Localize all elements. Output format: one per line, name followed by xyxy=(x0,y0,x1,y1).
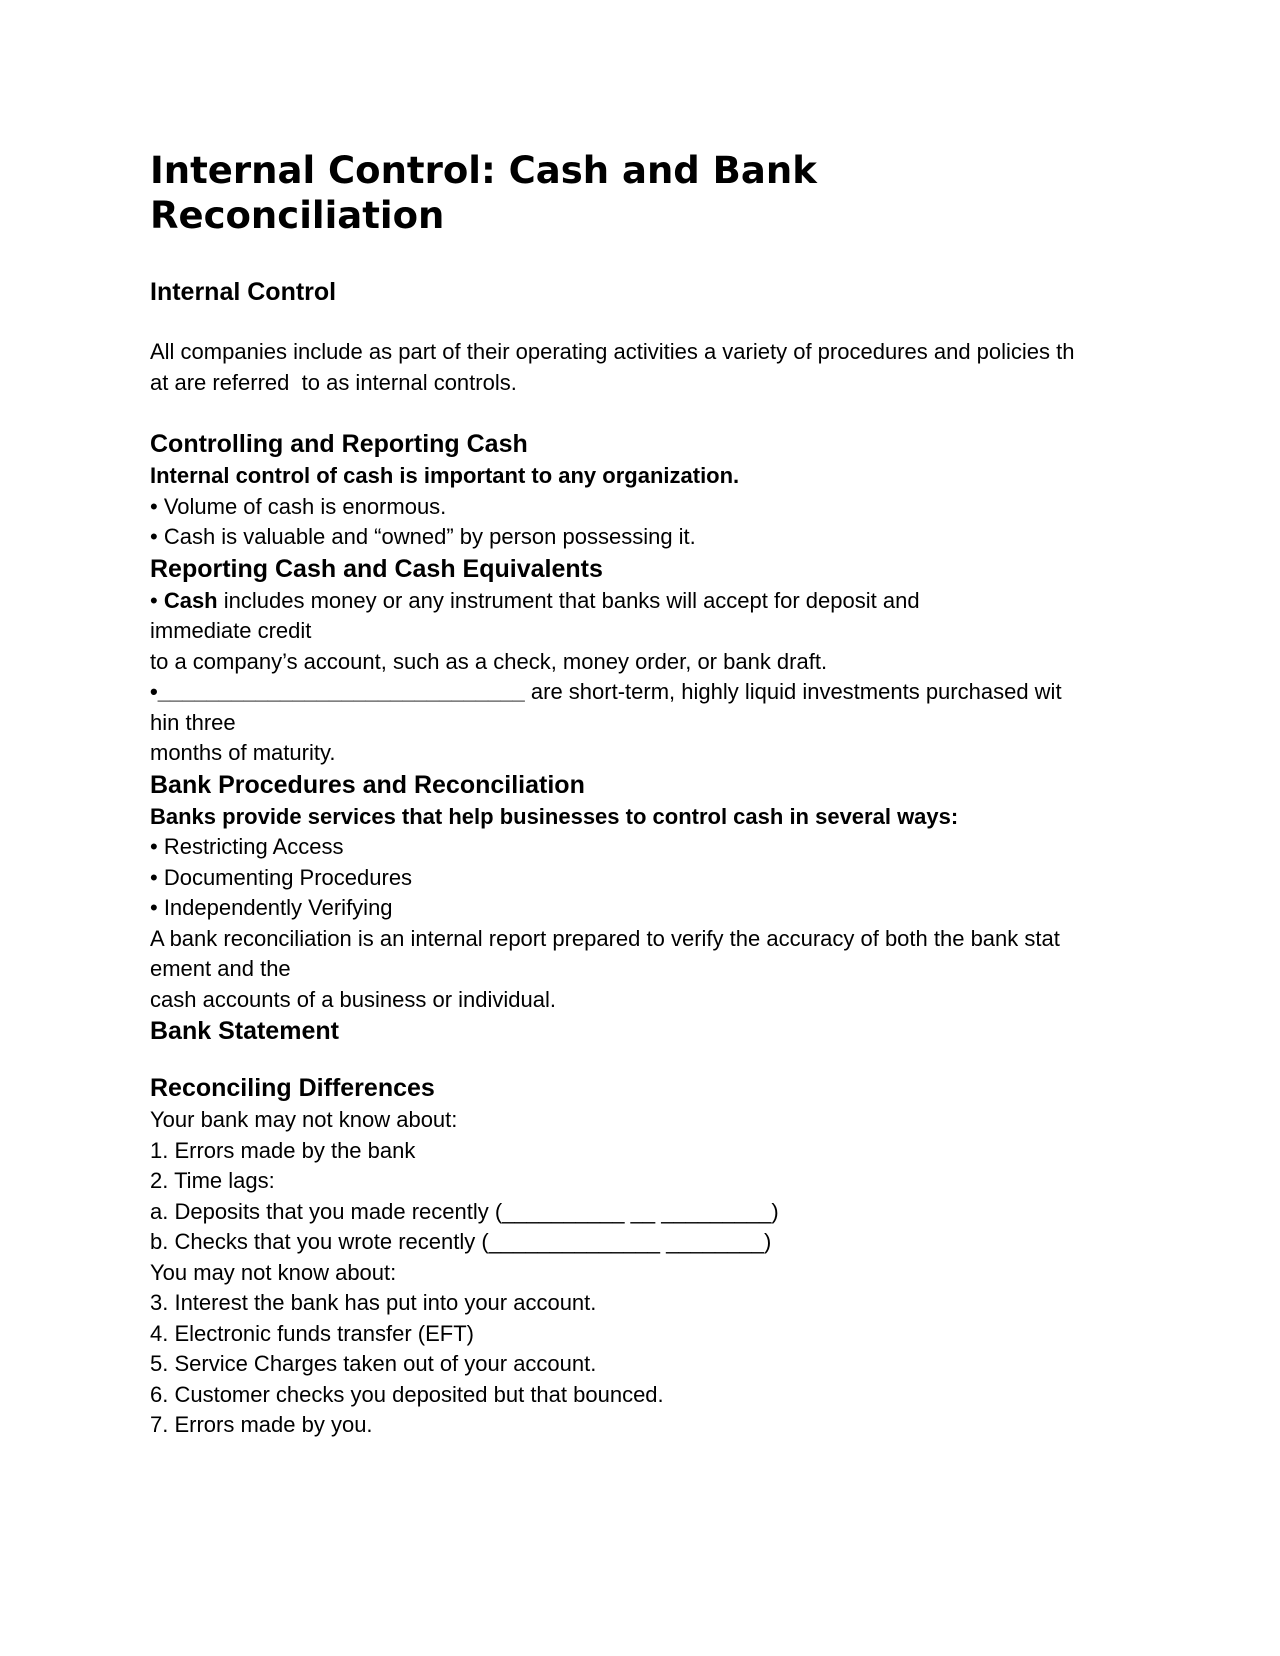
paragraph-line: hin three xyxy=(150,709,236,735)
paragraph-line: ement and the xyxy=(150,956,291,981)
heading-reporting-cash: Reporting Cash and Cash Equivalents xyxy=(150,554,603,583)
heading-bank-statement: Bank Statement xyxy=(150,1017,339,1045)
equivalents-definition: are short-term, highly liquid investments purchased wit xyxy=(524,679,1062,704)
list-item: 5. Service Charges taken out of your account. xyxy=(150,1351,597,1376)
bullet-item: • Restricting Access xyxy=(150,834,344,859)
document-body xyxy=(150,148,1130,1441)
fill-in-blank: ______________________________ xyxy=(157,679,525,704)
bullet-item: • Independently Verifying xyxy=(150,895,393,920)
list-item: b. Checks that you wrote recently (______________ ________) xyxy=(150,1229,772,1254)
heading-internal-control: Internal Control xyxy=(150,278,337,306)
paragraph-line: immediate credit xyxy=(150,618,312,643)
list-item: 6. Customer checks you deposited but that bounced. xyxy=(150,1381,664,1407)
cash-bullet xyxy=(150,586,1130,617)
bullet-item: • Cash is valuable and “owned” by person possessing it. xyxy=(150,524,696,549)
equivalents-bullet xyxy=(150,677,1130,708)
title-line-1: Internal Control: Cash and Bank xyxy=(150,149,817,192)
heading-controlling-cash: Controlling and Reporting Cash xyxy=(150,430,528,458)
paragraph-line: A bank reconciliation is an internal report prepared to verify the accuracy of both the bank stat xyxy=(150,925,1060,951)
list-item: Your bank may not know about: xyxy=(150,1107,458,1132)
list-item: a. Deposits that you made recently (__________ __ _________) xyxy=(150,1198,779,1224)
paragraph-line: months of maturity. xyxy=(150,740,336,765)
list-item: You may not know about: xyxy=(150,1259,397,1285)
list-item: 4. Electronic funds transfer (EFT) xyxy=(150,1320,474,1346)
paragraph-line: to a company’s account, such as a check, money order, or bank draft. xyxy=(150,648,828,674)
cash-definition: includes money or any instrument that banks will accept for deposit and xyxy=(217,587,920,613)
title-line-2: Reconciliation xyxy=(150,194,445,237)
heading-reconciling-differences: Reconciling Differences xyxy=(150,1074,435,1102)
paragraph-line: cash accounts of a business or individual. xyxy=(150,986,557,1012)
paragraph-line: at are referred to as internal controls. xyxy=(150,369,517,395)
bullet-mark: • xyxy=(150,587,164,613)
list-item: 7. Errors made by you. xyxy=(150,1412,373,1437)
heading-bank-procedures: Bank Procedures and Reconciliation xyxy=(150,770,585,799)
bullet-item: • Documenting Procedures xyxy=(150,864,413,890)
bullet-mark: • xyxy=(150,679,158,704)
list-item: 2. Time lags: xyxy=(150,1168,275,1193)
list-item: 1. Errors made by the bank xyxy=(150,1137,416,1163)
lead-text: Banks provide services that help businesses to control cash in several ways: xyxy=(150,803,959,829)
cash-term: Cash xyxy=(163,587,218,613)
lead-text: Internal control of cash is important to any organization. xyxy=(150,463,740,488)
document-title xyxy=(150,148,1130,238)
bullet-item: • Volume of cash is enormous. xyxy=(150,493,447,519)
paragraph-line: All companies include as part of their operating activities a variety of procedures and policies th xyxy=(150,339,1075,364)
list-item: 3. Interest the bank has put into your account. xyxy=(150,1290,597,1315)
